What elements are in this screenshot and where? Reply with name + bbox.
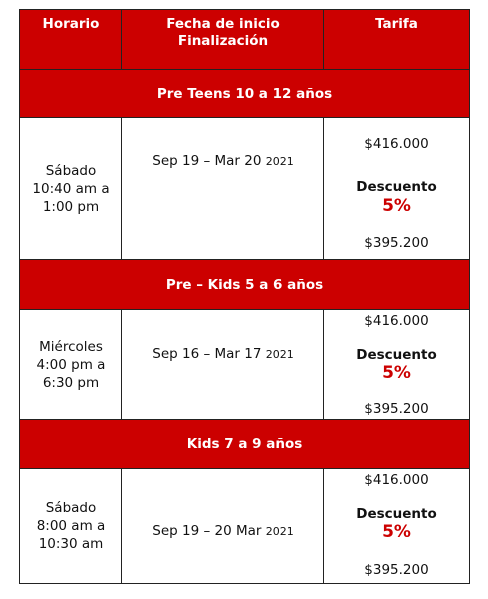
schedule-cell — [20, 118, 122, 259]
discount-label: Descuento — [356, 179, 437, 195]
discount-percent: 5% — [382, 363, 411, 383]
table-row-pre-teens — [20, 118, 469, 259]
schedule-start: 8:00 am a — [36, 518, 106, 534]
price: $416.000 — [364, 136, 429, 152]
fee-cell — [324, 469, 469, 583]
table-row-kids — [20, 469, 469, 583]
dates-cell — [122, 310, 324, 419]
section-title: Pre – Kids 5 a 6 años — [165, 276, 324, 293]
schedule-end: 1:00 pm — [42, 198, 100, 215]
final-price: $395.200 — [364, 235, 429, 251]
price: $416.000 — [364, 472, 429, 488]
date-range: Sep 16 – Mar 17 — [152, 346, 262, 362]
schedule-end: 6:30 pm — [42, 374, 100, 391]
section-title-kids — [20, 419, 469, 469]
schedule-cell — [20, 310, 122, 419]
header-fecha: Fecha de inicio Finalización — [166, 16, 280, 49]
schedule-cell — [20, 469, 122, 583]
dates-cell — [122, 469, 324, 583]
date-year: 2021 — [265, 525, 294, 538]
table-row-pre-kids — [20, 310, 469, 419]
schedule-day: Sábado — [45, 500, 97, 516]
schedule-end: 10:30 am — [38, 536, 104, 552]
fee-cell — [324, 310, 469, 419]
discount-percent: 5% — [382, 196, 411, 216]
section-title-pre-teens — [20, 69, 469, 118]
schedule-day: Sábado — [45, 162, 97, 179]
fee-cell — [324, 118, 469, 259]
section-title: Kids 7 a 9 años — [186, 436, 303, 452]
final-price: $395.200 — [364, 562, 429, 578]
price: $416.000 — [364, 313, 429, 329]
date-range: Sep 19 – Mar 20 — [152, 153, 262, 169]
schedule-day: Miércoles — [39, 338, 103, 355]
schedule-start: 4:00 pm a — [36, 356, 106, 373]
header-tarifa: Tarifa — [375, 16, 418, 32]
table-header — [20, 10, 469, 69]
discount-label: Descuento — [356, 506, 437, 522]
section-title: Pre Teens 10 a 12 años — [156, 85, 333, 102]
schedule-start: 10:40 am a — [32, 180, 110, 197]
date-year: 2021 — [265, 155, 294, 168]
dates-cell — [122, 118, 324, 259]
course-schedule-table — [19, 9, 470, 584]
final-price: $395.200 — [364, 401, 429, 417]
header-horario: Horario — [42, 16, 100, 32]
section-title-pre-kids — [20, 259, 469, 310]
date-year: 2021 — [265, 348, 294, 361]
discount-label: Descuento — [356, 347, 437, 363]
date-range: Sep 19 – 20 Mar — [152, 523, 262, 539]
discount-percent: 5% — [382, 522, 411, 542]
